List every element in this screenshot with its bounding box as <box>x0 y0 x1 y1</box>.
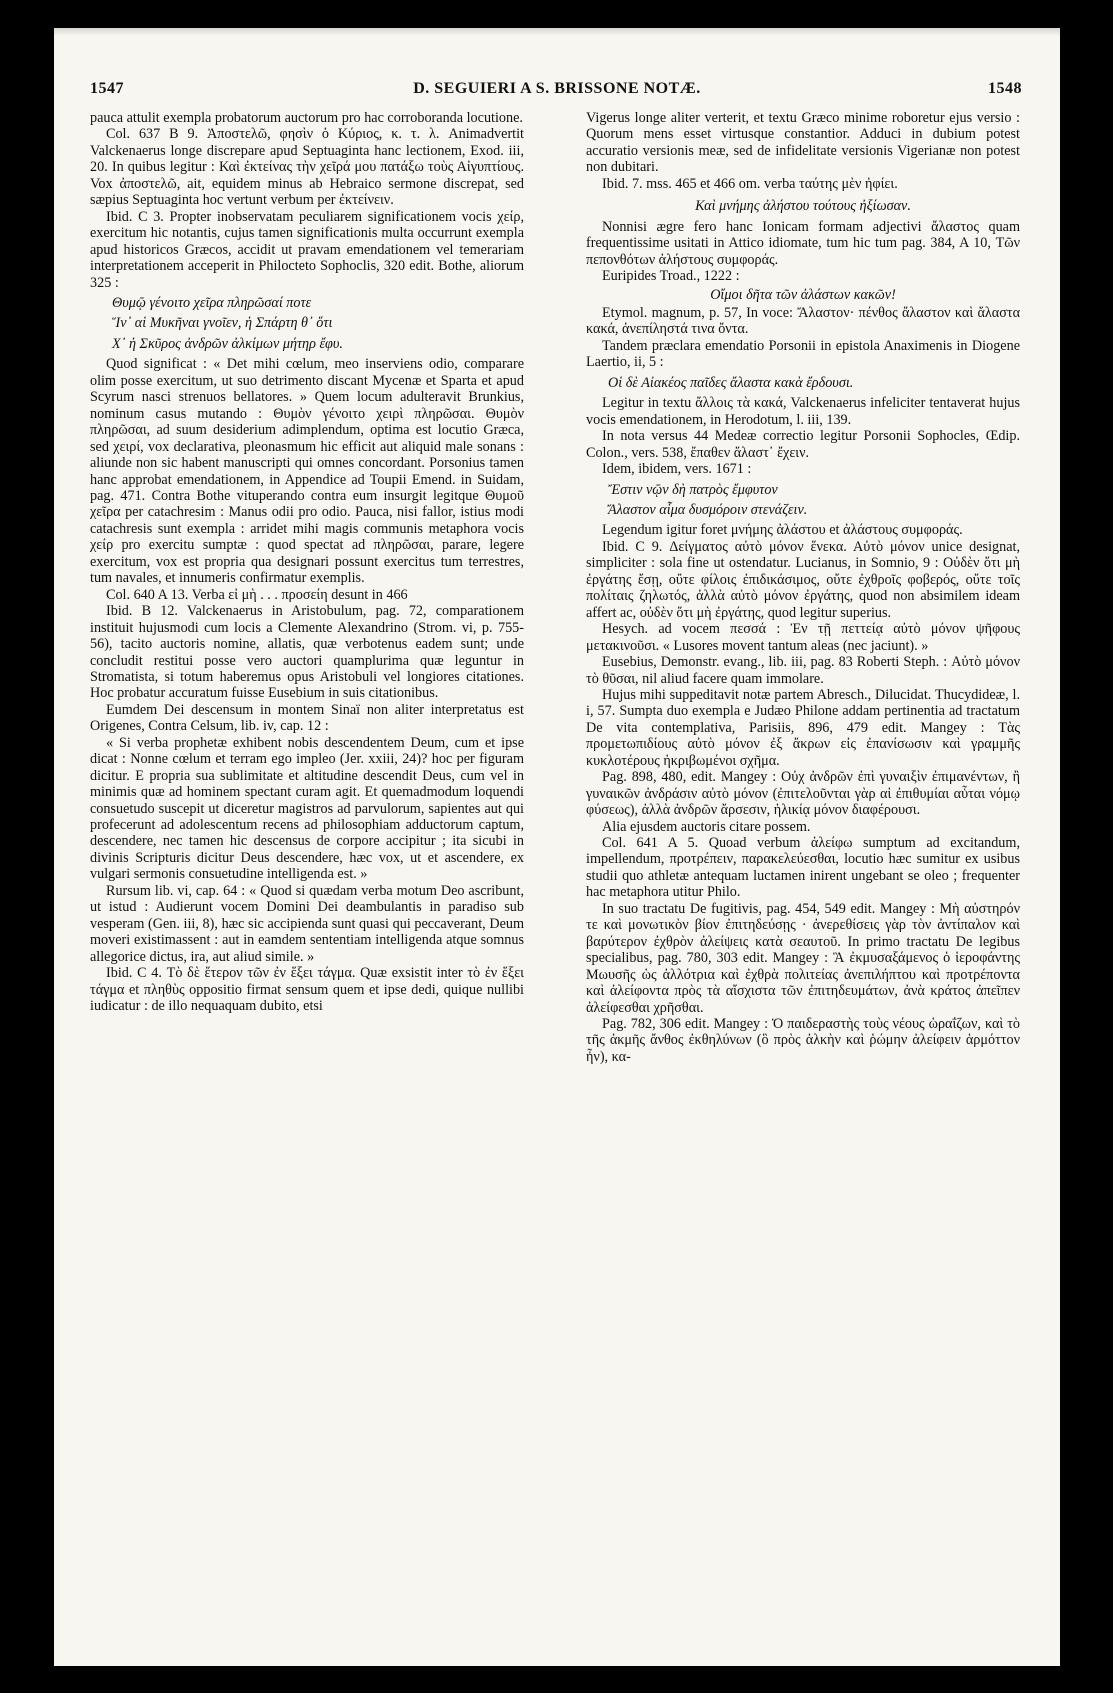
paragraph: Col. 640 A 13. Verba εἰ μὴ . . . προσείη desunt in 466 <box>106 586 408 603</box>
paragraph: Quod significat : « Det mihi cœlum, meo inserviens odio, comparare olim posse exercitum, ut suo detrimento discant Mycenæ et Sparta et apud Scyrum nasci strenuos bellatores. » Quem locum adulteravit Brunkius, nominum casus mutando : Θυμὸν γένοιτο χειρὶ πληρῶσαι. Θυμὸν πληρῶσαι, ad suum desiderium adimplendum, optima est locutio Græca, sed χειρί, vox declarativa, pleonasmum hic efficit aut aliquid male sonans : aliunde non sic habent manuscripti qui omnes concordant. Porsonius tamen hanc approbat emendationem, in Appendice ad Toupii Emend. in Suidam, pag. 471. Contra Bothe vituperando contra eum insurgit legitque Θυμοῦ χεῖρα per catachresim : Manus odii pro odio. Pauca, nisi fallor, istius modi catachresis sunt exempla : arridet mihi magis communis metaphora vocis χείρ pro exercitu sumptæ : quod spectat ad πληρῶσαι, parare, legere exercitum, vox est propria qua designari possunt exercitus tum terrestres, tum navales, et innumeris confirmatur exemplis. <box>90 356 524 587</box>
verse-line: Ἄλαστον αἷμα δυσμόροιν στενάζειν. <box>608 501 808 518</box>
page-number-right: 1548 <box>988 80 1022 97</box>
paragraph: In suo tractatu De fugitivis, pag. 454, 549 edit. Mangey : Μὴ αὐστηρόν τε καὶ μονωτικὸν βίον ἐπιτηδεύσῃς · ἀνερεθίσεις γὰρ τὸν ἀντίπαλον καὶ βαρύτερον ἐχθρὸν ἀλείψεις κατὰ σεαυτοῦ. In primo tractatu De legibus specialibus, pag. 780, 303 edit. Mangey : Ἃ ἐκμυσαξάμενος ὁ ἱεροφάντης Μωυσῆς ὡς ἀλλότρια καὶ ἐχθρὰ πολιτείας ἀνεπιλήπτου καὶ προτρέποντα καὶ ἀλείφοντα πρὸς τὰ αἴσχιστα τῶν ἐπιτηδευμάτων, ἀνὰ κράτος ἀπεῖπεν ἀλείφεσθαι χρῆσθαι. <box>586 900 1020 1016</box>
verse-line: Οἴμοι δῆτα τῶν ἀλάστων κακῶν! <box>710 286 896 303</box>
paragraph: Eusebius, Demonstr. evang., lib. iii, pag. 83 Roberti Steph. : Αὐτὸ μόνον τὸ θῦσαι, nil aliud facere quam immolare. <box>586 654 1020 687</box>
paragraph: Ibid. C 4. Τὸ δὲ ἕτερον τῶν ἐν ἕξει τάγμα. Quæ exsistit inter τὸ ἐν ἕξει τάγμα et πληθὺς oppositio firmat sensum quem et ipse dedi, quique nullibi iudicatur : de illo nequaquam dubito, etsi <box>90 965 524 1015</box>
paragraph: Nonnisi ægre fero hanc Ionicam formam adjectivi ἄλαστος quam frequentissime usitati in Attico idiomate, tum hic tum pag. 384, A 10, Τῶν πεπονθότων ἀλήστους συμφοράς. <box>586 218 1020 268</box>
paragraph: Ibid. C 3. Propter inobservatam peculiarem significationem vocis χείρ, exercitum hic notantis, cujus tamen significationis multa occurrunt exempla apud historicos Græcos, accidit ut pravam emendationem vel temerariam interpretationem acceperit in Philocteto Sophoclis, 320 edit. Bothe, aliorum 325 : <box>90 208 524 291</box>
paragraph: Pag. 898, 480, edit. Mangey : Οὐχ ἀνδρῶν ἐπὶ γυναιξὶν ἐπιμανέντων, ἢ γυναικῶν ἀνδράσιν αὐτὸ μόνον (ἐπιτελοῦνται γὰρ αἱ ἐπιθυμίαι αὗται νόμῳ φύσεως), ἀλλὰ ἀνδρῶν ἄρσεσιν, ἡλικίᾳ μόνον διαφέρουσι. <box>586 769 1020 819</box>
quotation: « Si verba prophetæ exhibent nobis descendentem Deum, cum et ipse dicat : Nonne cœlum et terram ego impleo (Jer. xxiii, 24)? hoc per figuram dicitur. E propria sua sublimitate et altitudine descendit Deus, cum vel in minimis quæ ad hominem spectant curam agit. Et quemadmodum loquendi consuetudo suscepit ut diceretur magistros ad parvulorum, sapientes aut qui profecerunt ad adolescentum recens ad philosophiam adductorum captum, descendere, nec tamen hic descensus de corpore accipitur ; ita sicubi in divinis Scripturis dicitur Deus descendere, hæc vox, ut et ascendere, ex vulgari sermonis consuetudine intelligenda est. » <box>90 734 524 883</box>
paragraph: Legendum igitur foret μνήμης ἀλάστου et ἀλάστους συμφοράς. <box>602 522 963 539</box>
verse-line: Θυμῷ γένοιτο χεῖρα πληρῶσαί ποτε <box>112 294 312 311</box>
paragraph: Pag. 782, 306 edit. Mangey : Ὁ παιδεραστὴς τοὺς νέους ὡραΐζων, καὶ τὸ τῆς ἀκμῆς ἄνθος ἐκθηλύνων (ὃ πρὸς ἀλκὴν καὶ ῥώμην ἀλείφειν ἁρμόττον ἦν), κα- <box>586 1016 1020 1065</box>
paragraph: Tandem præclara emendatio Porsonii in epistola Anaximenis in Diogene Laertio, ii, 5 : <box>586 337 1020 371</box>
paragraph: Idem, ibidem, vers. 1671 : <box>602 461 752 478</box>
left-column <box>90 110 524 1014</box>
paragraph: Eumdem Dei descensum in montem Sinaï non aliter interpretatus est Origenes, Contra Celsum, lib. iv, cap. 12 : <box>90 701 524 735</box>
paragraph: Etymol. magnum, p. 57, In voce: Ἄλαστον· πένθος ἄλαστον καὶ ἄλαστα κακά, ἀνεπίληστά τινα ὄντα. <box>586 304 1020 338</box>
right-column <box>586 110 1020 1065</box>
paragraph: Euripides Troad., 1222 : <box>602 268 740 285</box>
running-header <box>54 80 1060 110</box>
lemma-heading: Καὶ μνήμης ἀλήστου τούτους ἠξίωσαν. <box>695 198 911 215</box>
verse-line: Ἵν᾽ αἱ Μυκῆναι γνοῖεν, ἡ Σπάρτη θ᾽ ὅτι <box>112 315 333 332</box>
paragraph: Col. 637 B 9. Ἀποστελῶ, φησὶν ὁ Κύριος, κ. τ. λ. Animadvertit Valckenaerus longe discrepare apud Septuaginta hanc lectionem, Exod. iii, 20. In quibus legitur : Καὶ ἐκτείνας τὴν χεῖρά μου πατάξω τοὺς Αἰγυπτίους. Vox ἀποστελῶ, ait, equidem minus ab Hebraico sermone discrepat, sed sæpius Septuaginta hoc vertunt verbum per ἐκτείνειν. <box>90 126 524 209</box>
paragraph: Alia ejusdem auctoris citare possem. <box>602 818 811 835</box>
paragraph: Ibid. 7. mss. 465 et 466 om. verba ταύτης μὲν ἠφίει. <box>602 175 898 192</box>
paragraph: Hujus mihi suppeditavit notæ partem Abresch., Dilucidat. Thucydideæ, l. i, 57. Sumpta duo exempla e Judæo Philone addam pertinentia ad tractatum De vita contemplativa, Parisiis, 896, 479 edit. Mangey : Τὰς προμετωπιδίους αὐτὸ μόνον ἐξ ἄκρων εἰς ἐπανίσωσιν καὶ γραμμῆς κυκλοτέρους ἠκριβωμένοι σχῆμα. <box>586 686 1020 769</box>
paragraph: Col. 641 A 5. Quoad verbum ἀλείφω sumptum ad excitandum, impellendum, προτρέπειν, παρακελεύεσθαι, locutio hæc sumitur ex usibus studii quo athletæ antequam luctamen inirent ungebant se oleo ; frequenter hac metaphora utitur Philo. <box>586 835 1020 901</box>
page-number-left: 1547 <box>90 80 124 97</box>
paragraph: Ibid. C 9. Δείγματος αὐτὸ μόνον ἕνεκα. Αὐτὸ μόνον unice designat, simpliciter : sola fine ut ostendatur. Lucianus, in Somnio, 9 : Οὐδὲν ὅτι μὴ ἐργάτης ἔσῃ, οὔτε φίλοις ἐπιδικάσιμος, οὔτε ἐχθροῖς φοβερός, οὔτε τοῖς πολίταις ζηλωτός, ἀλλὰ αὐτὸ μόνον ἐργάτης, quod non absimilem ideam affert ac, οὐδὲν ὅτι μὴ ἐργάτης, quod legitur superius. <box>586 538 1020 621</box>
running-title: D. SEGUIERI A S. BRISSONE NOTÆ. <box>413 80 701 97</box>
paragraph: pauca attulit exempla probatorum auctorum pro hac corroboranda locutione. <box>90 110 523 126</box>
paragraph: Ibid. B 12. Valckenaerus in Aristobulum, pag. 72, comparationem instituit hujusmodi cum locis a Clemente Alexandrino (Strom. vi, p. 755-56), tacito auctoris nomine, allatis, quæ verbotenus eadem sunt; unde concludit restitui posse vero auctori quamplurima quæ leguntur in Stromatista, si totum haberemus opus Aristobuli vel longiores citationes. Hoc probatur accuratum fuisse Eusebium in suis citationibus. <box>90 603 524 702</box>
paragraph: Legitur in textu ἄλλοις τὰ κακά, Valckenaerus infeliciter tentaverat hujus vocis emendationem, in Herodotum, l. iii, 139. <box>586 395 1020 428</box>
column-divider <box>557 110 558 1650</box>
paragraph: In nota versus 44 Medeæ correctio legitur Porsonii Sophocles, Œdip. Colon., vers. 538, ἔπαθεν ἄλαστ᾽ ἔχειν. <box>586 428 1020 461</box>
paragraph: Vigerus longe aliter verterit, et textu Græco minime roboretur ejus versio : Quorum mens esset virtusque constantior. Adduci in dubium potest accuratio versionis meæ, sed de infidelitate versionis Vigerianæ non potest non dubitari. <box>586 110 1020 176</box>
verse-line: Χ᾽ ἡ Σκῦρος ἀνδρῶν ἀλκίμων μήτηρ ἔφυ. <box>112 335 343 352</box>
verse-line: Ἔστιν νῷν δὴ πατρὸς ἔμφυτον <box>608 481 778 498</box>
page-edge <box>54 28 1060 36</box>
book-page <box>54 28 1060 1666</box>
verse-line: Οἱ δὲ Αἰακέος παῖδες ἄλαστα κακὰ ἔρδουσι. <box>608 374 854 391</box>
paragraph: Rursum lib. vi, cap. 64 : « Quod si quædam verba motum Deo ascribunt, ut istud : Audierunt vocem Domini Dei deambulantis in paradiso sub vesperam (Gen. iii, 8), hæc sic accipienda sunt quasi qui peccaverant, Deum moveri existimassent : aut in eamdem sententiam intelligenda atque somnus allegorice dictus, ira, aut aliud simile. » <box>90 882 524 965</box>
paragraph: Hesych. ad vocem πεσσά : Ἐν τῇ πεττείᾳ αὐτὸ μόνον ψῆφους μετακινοῦσι. « Lusores movent tantum aleas (nec jaciunt). » <box>586 621 1020 654</box>
